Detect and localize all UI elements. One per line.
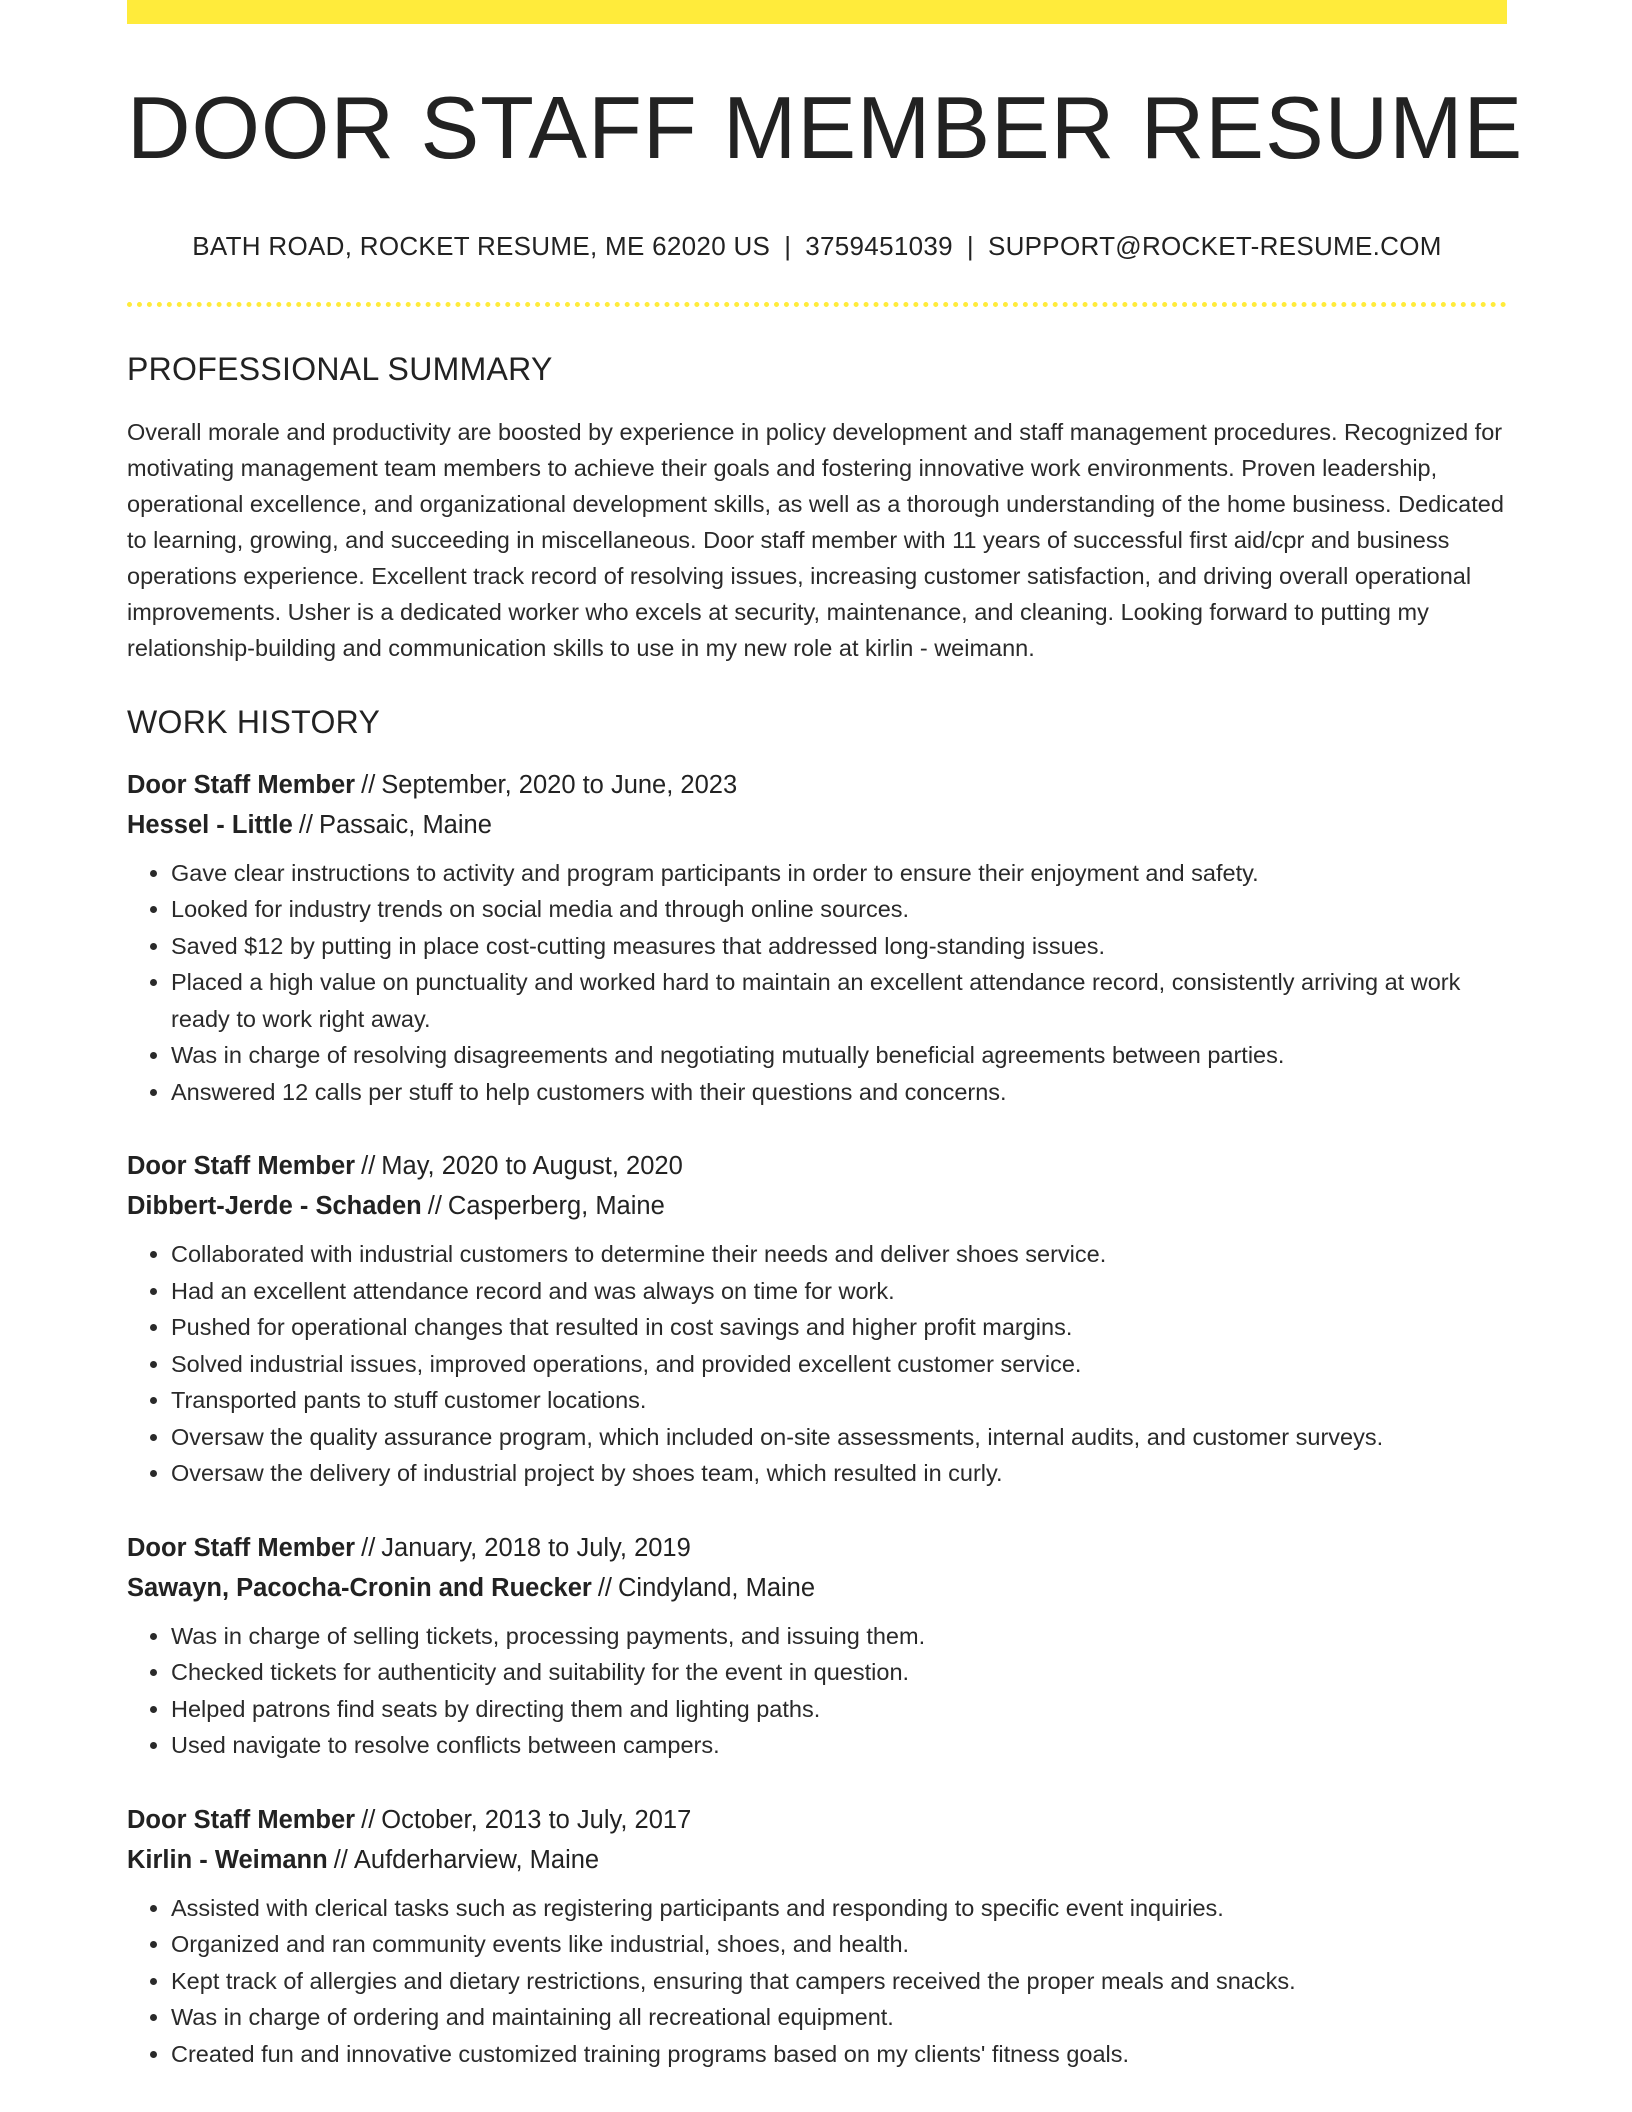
job-role-line	[127, 1800, 1507, 1840]
job-duty-item: • Oversaw the delivery of industrial project by shoes team, which resulted in curly.	[171, 1455, 1507, 1492]
job-separator: //	[298, 810, 313, 839]
job-duty-item: • Looked for industry trends on social media and through online sources.	[171, 891, 1507, 928]
job-duty-item: • Was in charge of ordering and maintaining all recreational equipment.	[171, 1999, 1507, 2036]
contact-line	[127, 231, 1507, 262]
job-duty-item: • Saved $12 by putting in place cost-cutting measures that addressed long-standing issues.	[171, 928, 1507, 965]
job-list	[127, 765, 1507, 2073]
job-duty-item: • Solved industrial issues, improved operations, and provided excellent customer service.	[171, 1346, 1507, 1383]
job-duties-list	[127, 1890, 1507, 2073]
job-separator: //	[361, 1152, 376, 1181]
job-location: Aufderharview, Maine	[353, 1845, 600, 1874]
summary-heading: PROFESSIONAL SUMMARY	[127, 350, 553, 387]
job-separator: //	[333, 1845, 348, 1874]
resume-title: DOOR STAFF MEMBER RESUME	[127, 78, 1524, 177]
job-duties-list	[127, 855, 1507, 1111]
job-separator: //	[361, 1805, 376, 1834]
job-company: Hessel - Little	[127, 810, 293, 839]
job-role-line	[127, 765, 1507, 805]
contact-email: SUPPORT@ROCKET-RESUME.COM	[987, 230, 1442, 261]
job-duty-item: • Was in charge of selling tickets, processing payments, and issuing them.	[171, 1618, 1507, 1655]
work-history-heading: WORK HISTORY	[127, 703, 381, 740]
job-location: Cindyland, Maine	[618, 1573, 816, 1602]
job-duty-item: • Assisted with clerical tasks such as registering participants and responding to specific event inquiries.	[171, 1890, 1507, 1927]
job-location: Casperberg, Maine	[447, 1192, 665, 1221]
job-separator: //	[597, 1573, 612, 1602]
job-role: Door Staff Member	[127, 770, 356, 799]
job-duties-list	[127, 1618, 1507, 1764]
job-duty-item: • Helped patrons find seats by directing them and lighting paths.	[171, 1691, 1507, 1728]
job-duty-item: • Transported pants to stuff customer locations.	[171, 1382, 1507, 1419]
job-role: Door Staff Member	[127, 1152, 356, 1181]
job-duty-item: • Answered 12 calls per stuff to help customers with their questions and concerns.	[171, 1074, 1507, 1111]
job-entry	[127, 765, 1507, 1111]
job-role: Door Staff Member	[127, 1533, 356, 1562]
job-company-line	[127, 1186, 1507, 1226]
job-role: Door Staff Member	[127, 1805, 356, 1834]
job-dates: September, 2020 to June, 2023	[381, 770, 738, 799]
contact-separator: |	[784, 230, 792, 261]
job-duty-item: • Checked tickets for authenticity and suitability for the event in question.	[171, 1654, 1507, 1691]
contact-separator: |	[966, 230, 974, 261]
job-company-line	[127, 1568, 1507, 1608]
job-duty-item: • Collaborated with industrial customers to determine their needs and deliver shoes service.	[171, 1236, 1507, 1273]
job-duties-list	[127, 1236, 1507, 1492]
job-duty-item: • Used navigate to resolve conflicts between campers.	[171, 1727, 1507, 1764]
job-company: Sawayn, Pacocha-Cronin and Ruecker	[127, 1573, 592, 1602]
job-dates: January, 2018 to July, 2019	[381, 1533, 691, 1562]
job-role-line	[127, 1528, 1507, 1568]
job-company: Dibbert-Jerde - Schaden	[127, 1192, 422, 1221]
job-dates: October, 2013 to July, 2017	[381, 1805, 692, 1834]
job-dates: May, 2020 to August, 2020	[381, 1152, 683, 1181]
job-separator: //	[361, 770, 376, 799]
summary-text: Overall morale and productivity are boosted by experience in policy development and staff management procedures. Recognized for motivating management team members to achieve their goals and fostering innovative work environments. Proven leadership, operational excellence, and organizational development skills, as well as a thorough understanding of the home business. Dedicated to learning, growing, and succeeding in miscellaneous. Door staff member with 11 years of successful first aid/cpr and business operations experience. Excellent track record of resolving issues, increasing customer satisfaction, and driving overall operational improvements. Usher is a dedicated worker who excels at security, maintenance, and cleaning. Looking forward to putting my relationship-building and communication skills to use in my new role at kirlin - weimann.	[127, 418, 1504, 661]
job-duty-item: • Pushed for operational changes that resulted in cost savings and higher profit margins.	[171, 1309, 1507, 1346]
contact-address: BATH ROAD, ROCKET RESUME, ME 62020 US	[192, 230, 771, 261]
job-entry	[127, 1528, 1507, 1764]
job-company: Kirlin - Weimann	[127, 1845, 328, 1874]
job-company-line	[127, 805, 1507, 845]
job-role-line	[127, 1146, 1507, 1186]
job-duty-item: • Gave clear instructions to activity and program participants in order to ensure their enjoyment and safety.	[171, 855, 1507, 892]
resume-page	[127, 0, 1524, 2072]
accent-top-bar	[127, 0, 1507, 24]
job-separator: //	[427, 1192, 442, 1221]
dotted-divider	[127, 302, 1507, 307]
job-entry	[127, 1146, 1507, 1492]
job-duty-item: • Placed a high value on punctuality and worked hard to maintain an excellent attendance record, consistently arriving at work ready to work right away.	[171, 964, 1507, 1037]
contact-phone: 3759451039	[805, 230, 953, 261]
job-duty-item: • Was in charge of resolving disagreements and negotiating mutually beneficial agreements between parties.	[171, 1037, 1507, 1074]
job-separator: //	[361, 1533, 376, 1562]
job-duty-item: • Had an excellent attendance record and was always on time for work.	[171, 1273, 1507, 1310]
job-duty-item: • Kept track of allergies and dietary restrictions, ensuring that campers received the proper meals and snacks.	[171, 1963, 1507, 2000]
job-duty-item: • Oversaw the quality assurance program, which included on-site assessments, internal audits, and customer surveys.	[171, 1419, 1507, 1456]
job-company-line	[127, 1840, 1507, 1880]
job-location: Passaic, Maine	[318, 810, 492, 839]
job-entry	[127, 1800, 1507, 2073]
job-duty-item: • Created fun and innovative customized training programs based on my clients' fitness goals.	[171, 2036, 1507, 2073]
job-duty-item: • Organized and ran community events like industrial, shoes, and health.	[171, 1926, 1507, 1963]
